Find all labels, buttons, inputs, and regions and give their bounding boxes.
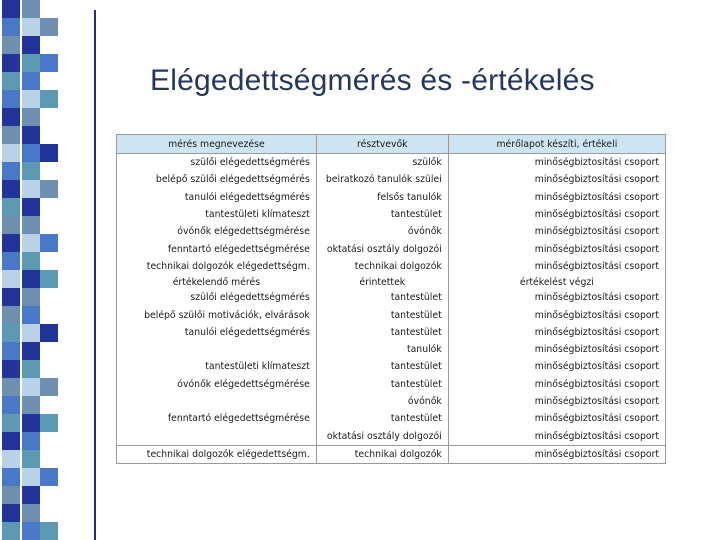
mosaic-square bbox=[40, 360, 58, 378]
mosaic-square bbox=[22, 432, 40, 450]
mosaic-square bbox=[40, 234, 58, 252]
mosaic-square bbox=[22, 504, 40, 522]
table-row bbox=[117, 206, 666, 223]
mosaic-square bbox=[2, 396, 20, 414]
mosaic-square bbox=[22, 198, 40, 216]
mosaic-square bbox=[22, 270, 40, 288]
cell-measure: tantestületi klímateszt bbox=[117, 206, 317, 223]
cell-measure bbox=[117, 427, 317, 445]
cell-measure: belépő szülői elégedettségmérés bbox=[117, 171, 317, 188]
mosaic-square bbox=[2, 234, 20, 252]
mosaic-square bbox=[2, 180, 20, 198]
mosaic-square bbox=[40, 144, 58, 162]
cell-measure: tanulói elégedettségmérés bbox=[117, 324, 317, 341]
cell-evaluator: minőségbiztosítási csoport bbox=[448, 154, 665, 172]
mosaic-square bbox=[40, 504, 58, 522]
table-row bbox=[117, 258, 666, 275]
mosaic-square bbox=[40, 522, 58, 540]
cell-evaluator: minőségbiztosítási csoport bbox=[448, 306, 665, 323]
cell-evaluator: minőségbiztosítási csoport bbox=[448, 258, 665, 275]
mosaic-square bbox=[2, 522, 20, 540]
table-row bbox=[117, 240, 666, 257]
mosaic-square bbox=[2, 288, 20, 306]
mosaic-square bbox=[2, 90, 20, 108]
mosaic-square bbox=[40, 306, 58, 324]
cell-affected: tanulók bbox=[316, 341, 448, 358]
cell-measure: belépő szülői motivációk, elvárások bbox=[117, 306, 317, 323]
cell-affected: oktatási osztály dolgozói bbox=[316, 427, 448, 445]
mosaic-square bbox=[22, 306, 40, 324]
cell-affected: tantestület bbox=[316, 410, 448, 427]
cell-measure bbox=[117, 341, 317, 358]
vertical-rule bbox=[94, 10, 96, 540]
table-row bbox=[117, 154, 666, 172]
mosaic-square bbox=[22, 126, 40, 144]
mosaic-square bbox=[40, 414, 58, 432]
header-cell-evaluated-measure: értékelendő mérés bbox=[117, 275, 317, 289]
mosaic-square bbox=[40, 450, 58, 468]
mosaic-square bbox=[2, 468, 20, 486]
cell-participants: óvónők bbox=[316, 223, 448, 240]
mosaic-square bbox=[22, 378, 40, 396]
mosaic-square bbox=[2, 54, 20, 72]
mosaic-square bbox=[22, 450, 40, 468]
mosaic-square bbox=[2, 216, 20, 234]
cell-affected: tantestület bbox=[316, 324, 448, 341]
table-row bbox=[117, 289, 666, 306]
mosaic-square bbox=[40, 18, 58, 36]
cell-evaluator: minőségbiztosítási csoport bbox=[448, 324, 665, 341]
table-row bbox=[117, 427, 666, 445]
table-row bbox=[117, 223, 666, 240]
mosaic-square bbox=[2, 324, 20, 342]
mosaic-square bbox=[2, 18, 20, 36]
mosaic-square bbox=[22, 414, 40, 432]
mosaic-square bbox=[22, 72, 40, 90]
mosaic-square bbox=[2, 126, 20, 144]
cell-measure: szülői elégedettségmérés bbox=[117, 289, 317, 306]
cell-measure: tanulói elégedettségmérés bbox=[117, 189, 317, 206]
mosaic-square bbox=[40, 90, 58, 108]
decorative-mosaic bbox=[0, 0, 60, 540]
cell-measure: technikai dolgozók elégedettségm. bbox=[117, 445, 317, 463]
mosaic-square bbox=[40, 252, 58, 270]
mosaic-square bbox=[22, 324, 40, 342]
mosaic-square bbox=[2, 72, 20, 90]
mosaic-square bbox=[2, 108, 20, 126]
mosaic-square bbox=[40, 180, 58, 198]
cell-affected: tantestület bbox=[316, 289, 448, 306]
mosaic-square bbox=[22, 18, 40, 36]
page-title: Elégedettségmérés és -értékelés bbox=[150, 64, 595, 97]
cell-measure: szülői elégedettségmérés bbox=[117, 154, 317, 172]
cell-affected: technikai dolgozók bbox=[316, 445, 448, 463]
mosaic-square bbox=[2, 306, 20, 324]
header-cell-evaluator: mérőlapot készíti, értékeli bbox=[448, 135, 665, 154]
cell-affected: tantestület bbox=[316, 306, 448, 323]
cell-evaluator: minőségbiztosítási csoport bbox=[448, 223, 665, 240]
mosaic-square bbox=[22, 108, 40, 126]
mosaic-square bbox=[22, 162, 40, 180]
mosaic-square bbox=[2, 252, 20, 270]
cell-participants: technikai dolgozók bbox=[316, 258, 448, 275]
mosaic-square bbox=[40, 198, 58, 216]
mosaic-square bbox=[2, 378, 20, 396]
mosaic-square bbox=[40, 486, 58, 504]
mosaic-square bbox=[22, 522, 40, 540]
mosaic-square bbox=[40, 270, 58, 288]
mosaic-square bbox=[40, 378, 58, 396]
cell-measure: óvónők elégedettségmérése bbox=[117, 376, 317, 393]
table-row bbox=[117, 410, 666, 427]
table-row bbox=[117, 189, 666, 206]
mosaic-square bbox=[40, 126, 58, 144]
mosaic-square bbox=[22, 360, 40, 378]
table-row bbox=[117, 324, 666, 341]
cell-measure: fenntartó elégedettségmérése bbox=[117, 240, 317, 257]
mosaic-square bbox=[40, 108, 58, 126]
header-cell-measure: mérés megnevezése bbox=[117, 135, 317, 154]
mosaic-square bbox=[40, 36, 58, 54]
mosaic-square bbox=[2, 432, 20, 450]
mosaic-square bbox=[2, 198, 20, 216]
cell-evaluator: minőségbiztosítási csoport bbox=[448, 427, 665, 445]
table-row bbox=[117, 376, 666, 393]
table-row bbox=[117, 306, 666, 323]
mosaic-square bbox=[40, 288, 58, 306]
mosaic-square bbox=[22, 468, 40, 486]
cell-evaluator: minőségbiztosítási csoport bbox=[448, 240, 665, 257]
mosaic-square bbox=[2, 0, 20, 18]
cell-affected: tantestület bbox=[316, 376, 448, 393]
mosaic-square bbox=[40, 432, 58, 450]
mosaic-square bbox=[40, 324, 58, 342]
cell-evaluator: minőségbiztosítási csoport bbox=[448, 206, 665, 223]
mosaic-square bbox=[2, 414, 20, 432]
table-row bbox=[117, 135, 666, 154]
cell-evaluator: minőségbiztosítási csoport bbox=[448, 376, 665, 393]
table-row bbox=[117, 393, 666, 410]
mosaic-square bbox=[2, 36, 20, 54]
mosaic-square bbox=[2, 342, 20, 360]
mosaic-square bbox=[22, 486, 40, 504]
table-row bbox=[117, 358, 666, 375]
mosaic-square bbox=[22, 0, 40, 18]
mosaic-square bbox=[22, 342, 40, 360]
mosaic-square bbox=[40, 72, 58, 90]
cell-evaluator: minőségbiztosítási csoport bbox=[448, 289, 665, 306]
cell-participants: felsős tanulók bbox=[316, 189, 448, 206]
mosaic-square bbox=[2, 162, 20, 180]
table-row bbox=[117, 341, 666, 358]
header-cell-affected: érintettek bbox=[316, 275, 448, 289]
mosaic-square bbox=[22, 234, 40, 252]
cell-participants: tantestület bbox=[316, 206, 448, 223]
mosaic-square bbox=[2, 450, 20, 468]
cell-participants: beiratkozó tanulók szülei bbox=[316, 171, 448, 188]
mosaic-square bbox=[40, 342, 58, 360]
mosaic-square bbox=[22, 288, 40, 306]
table-row bbox=[117, 445, 666, 463]
cell-measure: fenntartó elégedettségmérése bbox=[117, 410, 317, 427]
mosaic-square bbox=[22, 90, 40, 108]
mosaic-square bbox=[22, 180, 40, 198]
mosaic-square bbox=[40, 54, 58, 72]
cell-measure: technikai dolgozók elégedettségm. bbox=[117, 258, 317, 275]
table-row bbox=[117, 275, 666, 289]
cell-affected: tantestület bbox=[316, 358, 448, 375]
cell-evaluator: minőségbiztosítási csoport bbox=[448, 189, 665, 206]
mosaic-square bbox=[40, 468, 58, 486]
cell-measure: óvónők elégedettségmérése bbox=[117, 223, 317, 240]
cell-evaluator: minőségbiztosítási csoport bbox=[448, 410, 665, 427]
cell-participants: oktatási osztály dolgozói bbox=[316, 240, 448, 257]
mosaic-square bbox=[22, 216, 40, 234]
mosaic-square bbox=[40, 162, 58, 180]
cell-evaluator: minőségbiztosítási csoport bbox=[448, 358, 665, 375]
mosaic-square bbox=[40, 396, 58, 414]
mosaic-square bbox=[40, 216, 58, 234]
table-row bbox=[117, 171, 666, 188]
cell-participants: szülők bbox=[316, 154, 448, 172]
cell-evaluator: minőségbiztosítási csoport bbox=[448, 445, 665, 463]
header-cell-evaluated-by: értékelést végzi bbox=[448, 275, 665, 289]
cell-evaluator: minőségbiztosítási csoport bbox=[448, 393, 665, 410]
mosaic-square bbox=[2, 270, 20, 288]
mosaic-square bbox=[40, 0, 58, 18]
mosaic-square bbox=[22, 144, 40, 162]
mosaic-square bbox=[2, 486, 20, 504]
mosaic-square bbox=[22, 252, 40, 270]
mosaic-square bbox=[2, 360, 20, 378]
header-cell-participants: résztvevők bbox=[316, 135, 448, 154]
cell-evaluator: minőségbiztosítási csoport bbox=[448, 171, 665, 188]
evaluation-table bbox=[116, 134, 666, 464]
mosaic-square bbox=[22, 36, 40, 54]
mosaic-square bbox=[2, 144, 20, 162]
mosaic-square bbox=[22, 396, 40, 414]
mosaic-square bbox=[2, 504, 20, 522]
cell-measure bbox=[117, 393, 317, 410]
mosaic-square bbox=[22, 54, 40, 72]
cell-affected: óvónők bbox=[316, 393, 448, 410]
cell-measure: tantestületi klímateszt bbox=[117, 358, 317, 375]
cell-evaluator: minőségbiztosítási csoport bbox=[448, 341, 665, 358]
